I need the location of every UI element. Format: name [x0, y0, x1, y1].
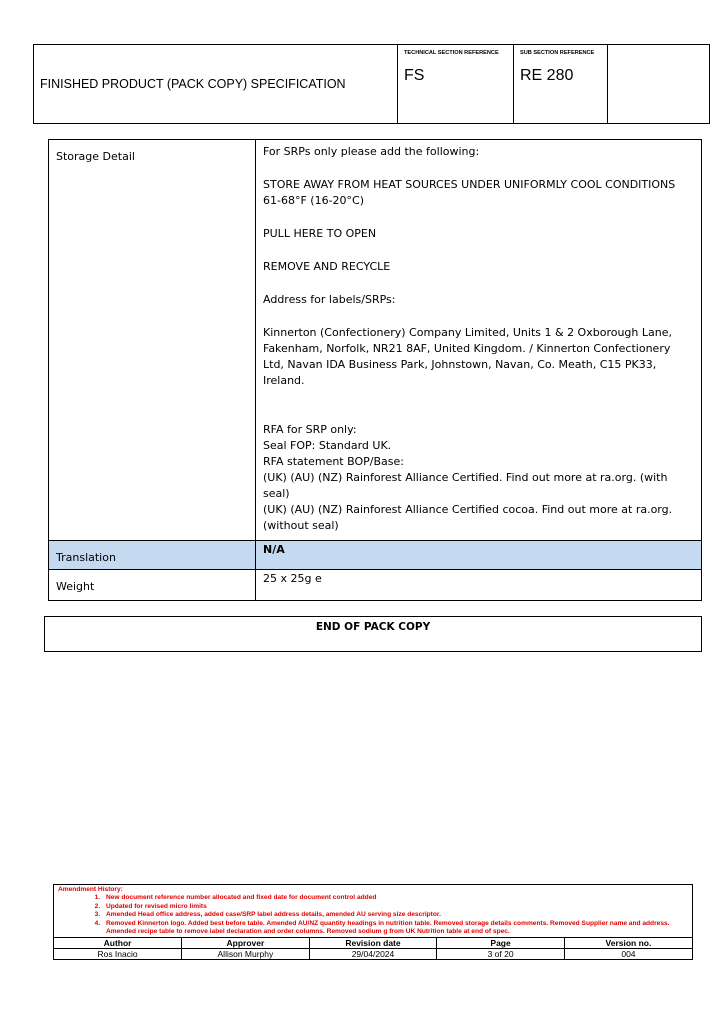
- revision-header-row: [54, 938, 692, 949]
- storage-label-cell: [49, 140, 256, 541]
- weight-row: [49, 570, 702, 601]
- amendment-item: 2. Updated for revised micro limits: [102, 903, 688, 911]
- storage-address-heading: Address for labels/SRPs:: [263, 293, 396, 306]
- translation-value: N/A: [263, 543, 285, 556]
- author-value: Ros Inacio: [54, 949, 182, 960]
- translation-value-cell: [256, 541, 702, 570]
- storage-remove: REMOVE AND RECYCLE: [263, 260, 391, 273]
- storage-value-cell: [256, 140, 702, 541]
- storage-intro: For SRPs only please add the following:: [263, 145, 480, 158]
- sub-section-caption: SUB SECTION REFERENCE: [520, 50, 595, 56]
- header-title-cell: [34, 45, 398, 123]
- amendment-item: 3. Amended Head office address, added case/SRP label address details, amended AU serving size descriptor.: [102, 911, 688, 919]
- amendment-title: Amendment History:: [58, 886, 123, 893]
- page-value: 3 of 20: [437, 949, 565, 960]
- col-author: Author: [54, 938, 182, 949]
- translation-label: Translation: [56, 551, 116, 564]
- rfa-without-seal: (UK) (AU) (NZ) Rainforest Alliance Certified cocoa. Find out more at ra.org. (without seal): [263, 503, 673, 532]
- rfa-with-seal: (UK) (AU) (NZ) Rainforest Alliance Certified. Find out more at ra.org. (with seal): [263, 471, 668, 500]
- approver-value: Allison Murphy: [182, 949, 310, 960]
- storage-store-away: STORE AWAY FROM HEAT SOURCES UNDER UNIFORMLY COOL CONDITIONS 61-68°F (16-20°C): [263, 178, 676, 207]
- weight-value: 25 x 25g e: [263, 572, 322, 585]
- weight-label: Weight: [56, 580, 95, 593]
- amendment-item: 4. Removed Kinnerton logo. Added best before table. Amended AU/NZ quantity headings in nutrition table. Removed storage details comments. Removed Supplier name and address. Amended recipe table to remove label declaration and order columns. Removed sodium g from UK Nutrition table at end of spec.: [102, 920, 688, 937]
- storage-address: Kinnerton (Confectionery) Company Limited, Units 1 & 2 Oxborough Lane, Fakenham, Norfolk, NR21 8AF, United Kingdom. / Kinnerton Confectionery Ltd, Navan IDA Business Park, Johnstown, Navan, Co. Meath, C15 PK33, Ireland.: [263, 326, 672, 387]
- revision-value-row: [54, 949, 692, 960]
- col-version: Version no.: [564, 938, 692, 949]
- weight-label-cell: [49, 570, 256, 601]
- revision-table: [54, 937, 692, 959]
- document-title: FINISHED PRODUCT (PACK COPY) SPECIFICATION: [40, 77, 346, 91]
- amendment-history: [54, 885, 692, 937]
- revision-date-value: 29/04/2024: [309, 949, 437, 960]
- col-page: Page: [437, 938, 565, 949]
- sub-section-cell: [514, 45, 608, 123]
- document-header: [33, 44, 710, 124]
- rfa-statement: RFA statement BOP/Base:: [263, 455, 404, 468]
- rfa-heading: RFA for SRP only:: [263, 423, 357, 436]
- technical-section-caption: TECHNICAL SECTION REFERENCE: [404, 50, 499, 56]
- weight-value-cell: [256, 570, 702, 601]
- translation-row: [49, 541, 702, 570]
- header-blank-cell: [608, 45, 709, 123]
- amendment-footer: [53, 884, 693, 960]
- rfa-seal-fop: Seal FOP: Standard UK.: [263, 439, 392, 452]
- translation-label-cell: [49, 541, 256, 570]
- end-of-pack-copy: END OF PACK COPY: [44, 616, 702, 652]
- col-revision-date: Revision date: [309, 938, 437, 949]
- technical-section-value: FS: [404, 67, 425, 84]
- version-value: 004: [564, 949, 692, 960]
- technical-section-cell: [398, 45, 514, 123]
- amendment-item: 1. New document reference number allocated and fixed date for document control added: [102, 894, 688, 902]
- storage-pull: PULL HERE TO OPEN: [263, 227, 377, 240]
- sub-section-value: RE 280: [520, 67, 574, 84]
- amendment-list: [58, 894, 688, 936]
- storage-row: [49, 140, 702, 541]
- col-approver: Approver: [182, 938, 310, 949]
- spec-table: [48, 139, 702, 601]
- storage-label: Storage Detail: [56, 150, 135, 163]
